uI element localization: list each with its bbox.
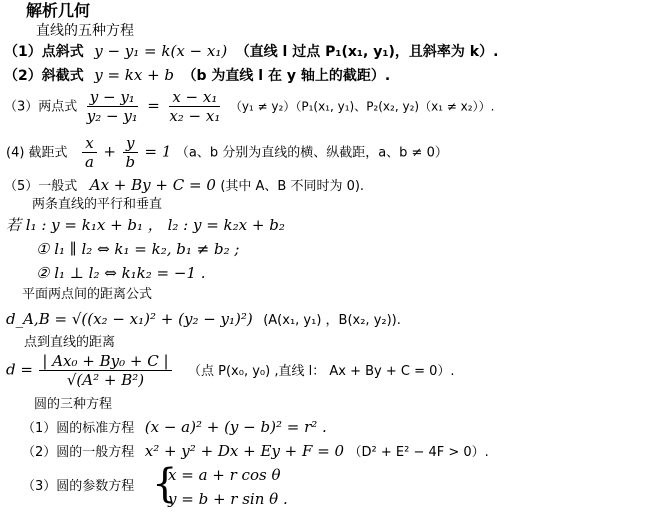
intercept-form-row <box>6 134 448 171</box>
general-form-note: (其中 A、B 不同时为 0). <box>220 179 365 194</box>
general-form-equation: Ax + By + C = 0 <box>89 176 216 194</box>
distance-row <box>6 310 401 330</box>
section-title-point-line-distance: 点到直线的距离 <box>24 335 116 350</box>
intercept-numerator-y: y <box>123 134 137 153</box>
circle-parametric-x: x = a + r cos θ <box>168 466 281 484</box>
parallel-condition-if: 若 l₁ : y = k₁x + b₁ ， l₂ : y = k₂x + b₂ <box>6 216 285 234</box>
circle-standard-label: （1）圆的标准方程 <box>22 421 135 436</box>
two-point-fraction-x <box>166 88 223 125</box>
circle-standard-equation: (x − a)² + (y − b)² = r² . <box>144 418 327 436</box>
circle-general-equation: x² + y² + Dx + Ey + F = 0 <box>144 442 345 460</box>
circle-general-label: （2）圆的一般方程 <box>22 445 135 460</box>
point-line-distance-row <box>6 352 455 389</box>
point-line-lhs: d = <box>6 360 33 379</box>
distance-equation: d_A,B = √((x₂ − x₁)² + (y₂ − y₁)²) <box>6 310 253 328</box>
two-point-fraction-y <box>84 88 141 125</box>
intercept-numerator-x: x <box>82 134 96 153</box>
circle-parametric-y: y = b + r sin θ . <box>168 490 288 508</box>
point-line-numerator: | Ax₀ + By₀ + C | <box>39 352 171 371</box>
two-point-denominator-y: y₂ − y₁ <box>86 107 138 125</box>
two-point-numerator-y: y − y₁ <box>87 88 138 107</box>
section-title-parallel-perpendicular: 两条直线的平行和垂直 <box>32 197 163 212</box>
slope-intercept-label: （2）斜截式 <box>4 68 84 84</box>
point-slope-note: （直线 l 过点 P₁(x₁, y₁)，且斜率为 k）. <box>235 44 499 60</box>
intercept-denominator-b: b <box>125 153 136 171</box>
two-point-note: （y₁ ≠ y₂）（P₁(x₁, y₁)、P₂(x₂, y₂)（x₁ ≠ x₂））. <box>229 99 495 114</box>
slope-intercept-note: （b 为直线 l 在 y 轴上的截距）. <box>182 68 391 84</box>
intercept-fraction-y <box>122 134 138 171</box>
left-brace-icon: { <box>152 461 178 507</box>
intercept-fraction-x <box>82 134 97 171</box>
point-line-note: （点 P(x₀, y₀) ,直线 l： Ax + By + C = 0）. <box>188 363 455 379</box>
plus-sign: + <box>103 142 116 161</box>
parallel-condition-2: ② l₁ ⊥ l₂ ⇔ k₁k₂ = −1 . <box>36 264 206 282</box>
two-point-label: （3）两点式 <box>4 99 78 115</box>
point-slope-row <box>4 42 498 61</box>
section-title-line-equations: 直线的五种方程 <box>36 23 134 39</box>
point-slope-label: （1）点斜式 <box>4 44 84 60</box>
point-line-denominator: √(A² + B²) <box>66 371 145 389</box>
circle-general-note: （D² + E² − 4F > 0）. <box>348 445 489 460</box>
distance-note: (A(x₁, y₁) ，B(x₂, y₂)). <box>263 313 401 328</box>
two-point-denominator-x: x₂ − x₁ <box>169 107 221 125</box>
slope-intercept-equation: y = kx + b <box>94 66 175 84</box>
two-point-row <box>4 88 494 125</box>
point-slope-equation: y − y₁ = k(x − x₁) <box>94 42 228 60</box>
general-form-label: （5）一般式 <box>4 179 78 194</box>
intercept-note: （a、b 分别为直线的横、纵截距，a、b ≠ 0） <box>175 145 448 161</box>
intercept-form-label: (4) 截距式 <box>6 145 68 161</box>
section-title-circle-equations: 圆的三种方程 <box>34 397 113 412</box>
circle-general-row <box>22 442 489 462</box>
point-line-fraction <box>39 352 171 389</box>
two-point-numerator-x: x − x₁ <box>169 88 220 107</box>
intercept-denominator-a: a <box>85 153 94 171</box>
circle-standard-row <box>22 418 327 438</box>
slope-intercept-row <box>4 66 390 85</box>
equals-sign: = <box>147 96 160 115</box>
section-title-two-point-distance: 平面两点间的距离公式 <box>22 287 153 302</box>
page-title: 解析几何 <box>26 1 91 20</box>
circle-parametric-label: （3）圆的参数方程 <box>22 479 135 494</box>
general-form-row <box>4 176 364 196</box>
parallel-condition-1: ① l₁ ∥ l₂ ⇔ k₁ = k₂, b₁ ≠ b₂ ; <box>36 240 240 258</box>
intercept-rhs: = 1 <box>144 142 172 161</box>
